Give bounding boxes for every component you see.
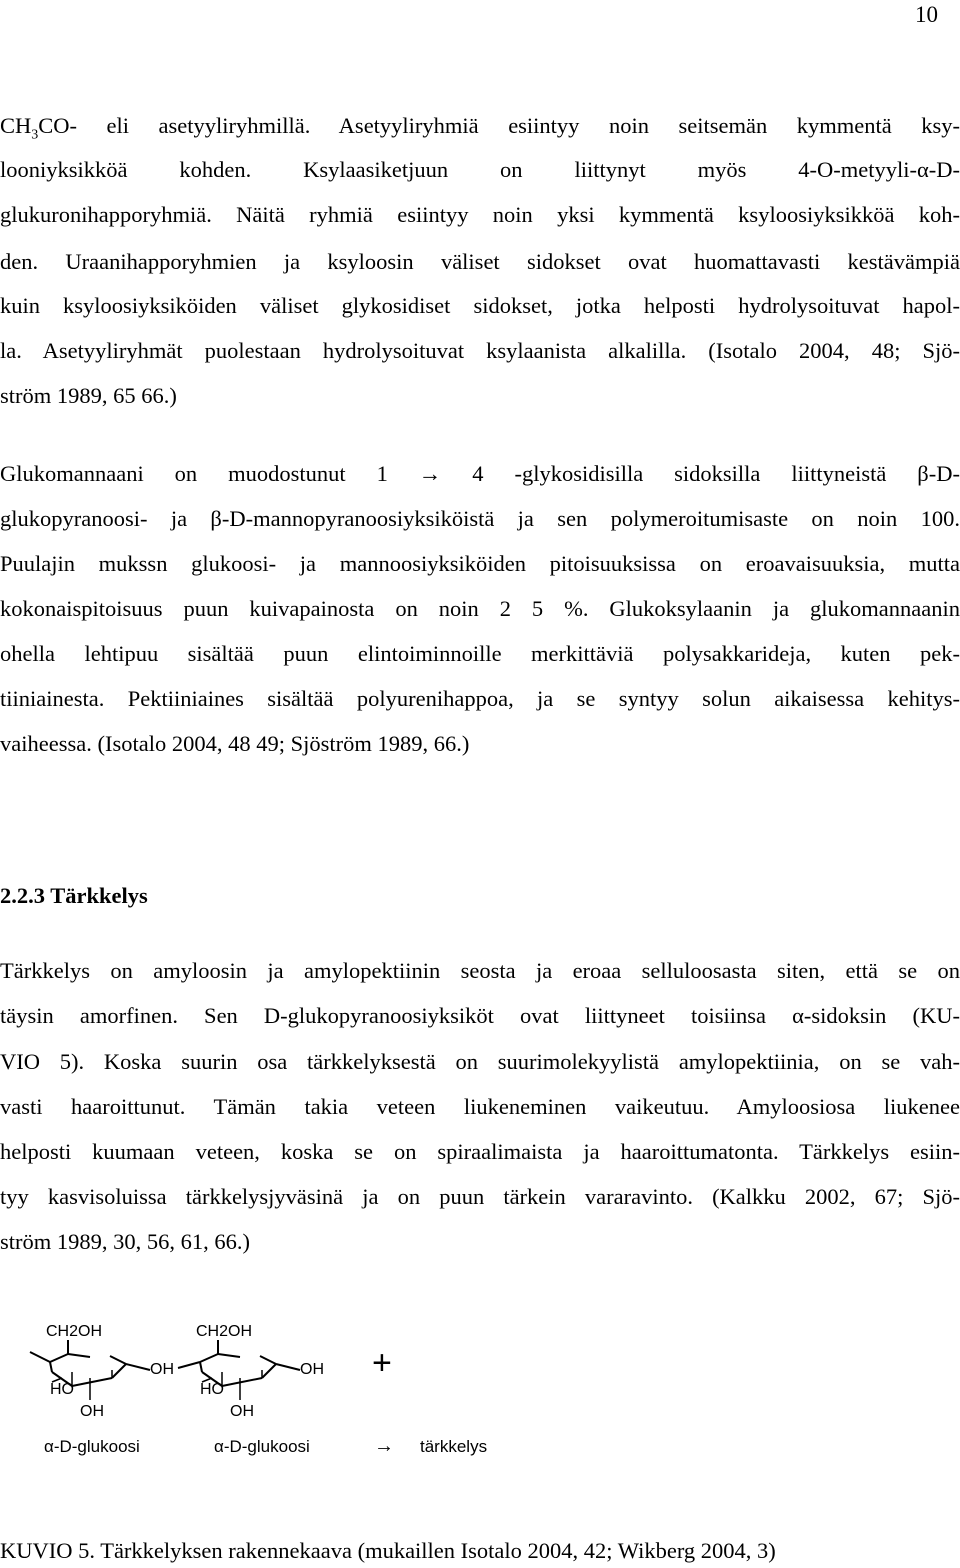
ho-label: HO <box>50 1381 74 1398</box>
text-line: Puulajin mukssn glukoosi- ja mannoosiyksiköiden pitoisuuksissa on eroavaisuuksia, mutta <box>0 551 960 576</box>
text-line: $CH_3CO-$ eli asetyyliryhmillä. Asetyyliryhmiä esiintyy noin seitsemän kymmentä ksy- <box>0 113 960 143</box>
text-line: Glukomannaani on muodostunut 1 → 4 -glykosidisilla sidoksilla liittyneistä β-D- <box>0 461 960 486</box>
text-line: tiiniainesta. Pektiiniaines sisältää polyurenihappoa, ja se syntyy solun aikaisessa kehitys- <box>0 686 960 711</box>
figure-atom-labels <box>46 1323 324 1420</box>
label-alpha-d-glucose-2: α-D-glukoosi <box>214 1437 310 1456</box>
text-line: kuin ksyloosiyksiköiden väliset glykosidiset sidokset, jotka helposti hydrolysoituvat hapol- <box>0 293 960 318</box>
oh-label: OH <box>150 1361 174 1378</box>
text-line: den. Uraanihapporyhmien ja ksyloosin väliset sidokset ovat huomattavasti kestävämpiä <box>0 249 960 274</box>
text-line: la. Asetyyliryhmät puolestaan hydrolysoituvat ksylaanista alkalilla. (Isotalo 2004, 48; Sjö- <box>0 338 960 363</box>
text-line: täysin amorfinen. Sen D-glukopyranoosiyksiköt ovat liittyneet toisiinsa α-sidoksin (KU- <box>0 1003 960 1028</box>
glucose-ring-1 <box>30 1340 150 1400</box>
label-alpha-d-glucose-1: α-D-glukoosi <box>44 1437 140 1456</box>
plus-sign: + <box>372 1344 392 1382</box>
text-line: tyy kasvisoluissa tärkkelysjyväsinä ja on puun tärkein vararavinto. (Kalkku 2002, 67; Sjö- <box>0 1184 960 1209</box>
text-line: glukopyranoosi- ja β-D-mannopyranoosiyksiköistä ja sen polymeroitumisaste on noin 100. <box>0 506 960 531</box>
oh-label: OH <box>300 1361 324 1378</box>
page-number: 10 <box>915 2 938 27</box>
oh-label: OH <box>230 1403 254 1420</box>
text-line: ohella lehtipuu sisältää puun elintoiminnoille merkittäviä polysakkarideja, kuten pek- <box>0 641 960 666</box>
text-line: ström 1989, 65 66.) <box>0 383 177 408</box>
text-line: vaiheessa. (Isotalo 2004, 48 49; Sjöström 1989, 66.) <box>0 731 470 756</box>
starch-structure-figure <box>0 1312 560 1472</box>
text-line: looniyksikköä kohden. Ksylaasiketjuun on liittynyt myös 4-O-metyyli-α-D- <box>0 157 960 182</box>
ch2oh-label: CH2OH <box>196 1323 253 1340</box>
figure-caption: KUVIO 5. Tärkkelyksen rakennekaava (mukaillen Isotalo 2004, 42; Wikberg 2004, 3) <box>0 1538 776 1563</box>
label-starch: tärkkelys <box>420 1437 488 1456</box>
text-line: glukuronihapporyhmiä. Näitä ryhmiä esiintyy noin yksi kymmentä ksyloosiyksikköä koh- <box>0 202 960 227</box>
figure-labels <box>44 1435 487 1457</box>
glucose-ring-2 <box>178 1340 300 1400</box>
text-line: VIO 5). Koska suurin osa tärkkelyksestä on suurimolekyylistä amylopektiinia, on se vah- <box>0 1049 960 1074</box>
text-line: kokonaispitoisuus puun kuivapainosta on noin 2 5 %. Glukoksylaanin ja glukomannaanin <box>0 596 960 621</box>
ho-label: HO <box>200 1381 224 1398</box>
text-line: Tärkkelys on amyloosin ja amylopektiinin seosta ja eroaa selluloosasta siten, että se on <box>0 958 960 983</box>
arrow-icon: → <box>374 1435 394 1457</box>
ch2oh-label: CH2OH <box>46 1323 103 1340</box>
text-line: vasti haaroittunut. Tämän takia veteen liukeneminen vaikeutuu. Amyloosiosa liukenee <box>0 1094 960 1119</box>
oh-label: OH <box>80 1403 104 1420</box>
text-line: ström 1989, 30, 56, 61, 66.) <box>0 1229 250 1254</box>
section-heading: 2.2.3 Tärkkelys <box>0 883 148 908</box>
text-line: helposti kuumaan veteen, koska se on spiraalimaista ja haaroittumatonta. Tärkkelys esiin- <box>0 1139 960 1164</box>
